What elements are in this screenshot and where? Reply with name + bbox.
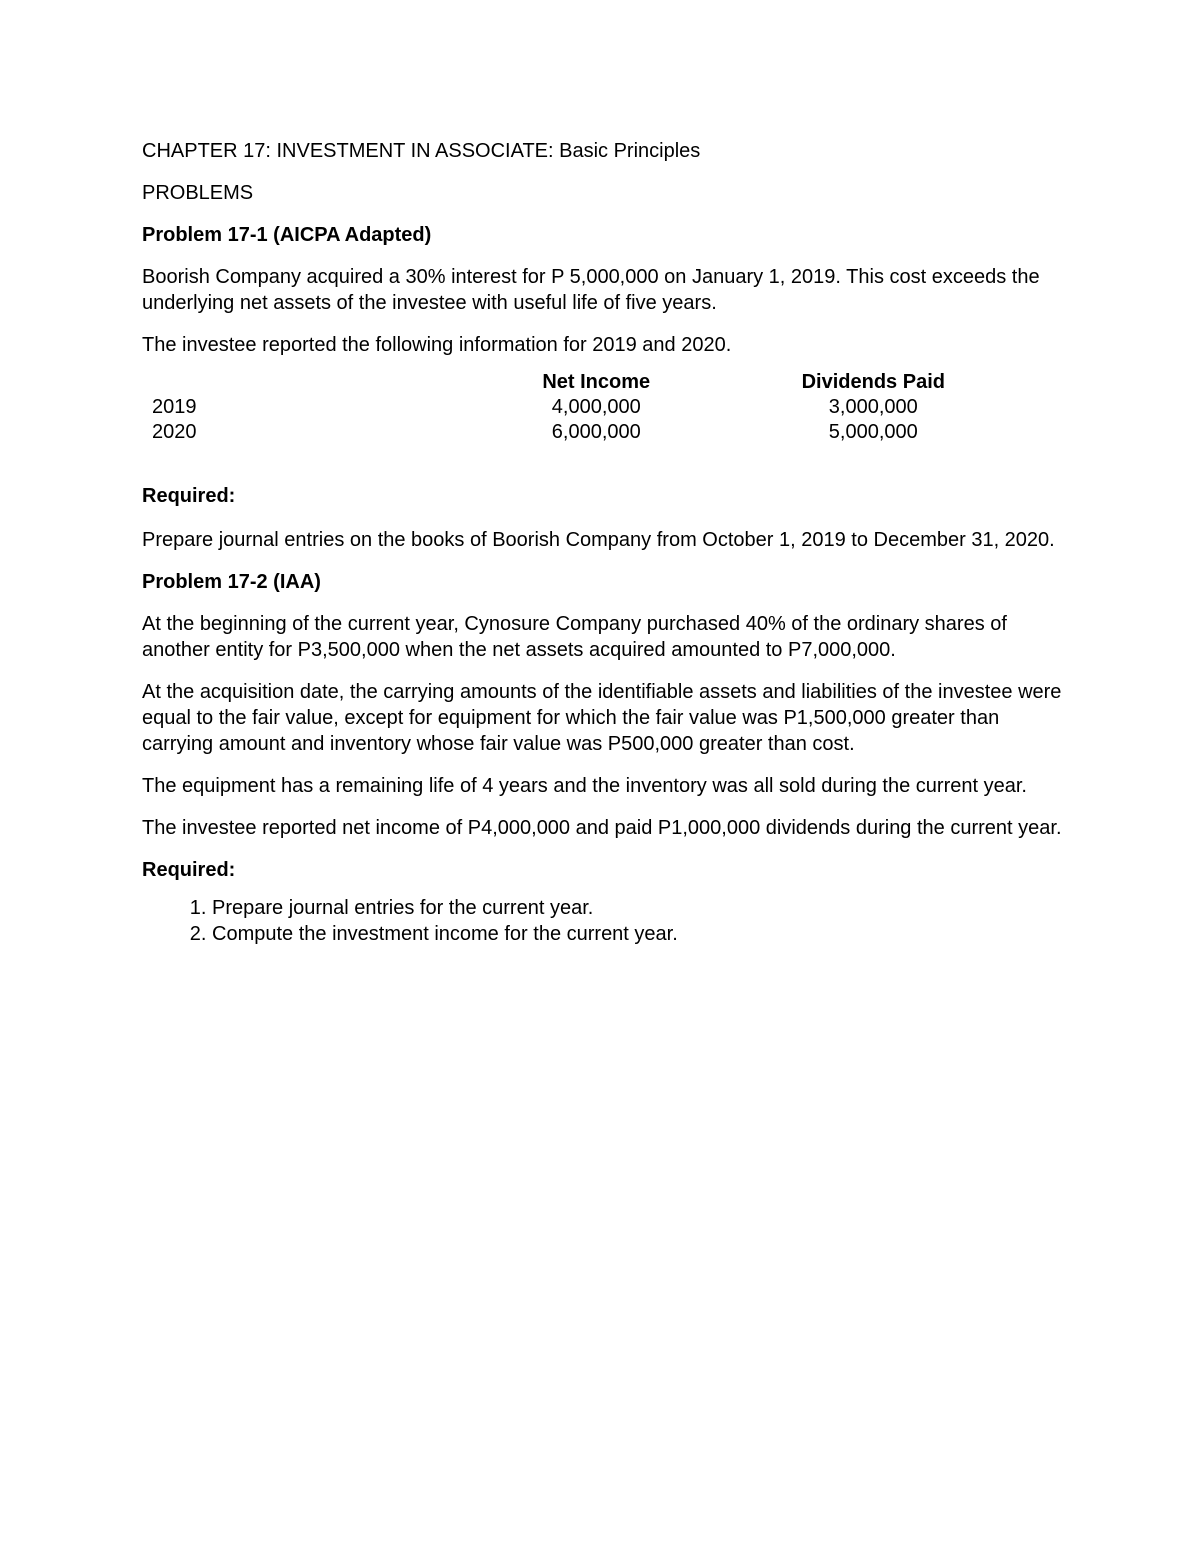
table-header-row [142,370,1002,395]
table-header-net-income: Net Income [542,371,651,393]
problem-1-required-label: Required: [142,485,236,507]
problem-2-paragraph-4: The investee reported net income of P4,000,000 and paid P1,000,000 dividends during the current year. [142,817,1062,839]
section-label: PROBLEMS [142,182,254,204]
problem-1-paragraph-2: The investee reported the following information for 2019 and 2020. [142,334,732,356]
problem-1-required-text: Prepare journal entries on the books of Boorish Company from October 1, 2019 to December 31, 2020. [142,529,1055,551]
list-item: 1. Prepare journal entries for the current year. [212,895,1062,921]
list-item: 2. Compute the investment income for the current year. [212,921,1062,947]
problem-2-heading: Problem 17-2 (IAA) [142,571,321,593]
problem-1-heading: Problem 17-1 (AICPA Adapted) [142,224,432,246]
problem-2-paragraph-3: The equipment has a remaining life of 4 years and the inventory was all sold during the current year. [142,775,1027,797]
table-cell-dividends-paid: 5,000,000 [828,421,918,443]
table-row [142,420,1002,445]
table-header-dividends-paid: Dividends Paid [801,371,945,393]
table-cell-year: 2020 [152,421,197,443]
problem-2-required-label: Required: [142,859,236,881]
table-cell-dividends-paid: 3,000,000 [828,396,918,418]
problem-2-paragraph-2: At the acquisition date, the carrying amounts of the identifiable assets and liabilities of the investee were equal to the fair value, except for equipment for which the fair value was P1,500,000 greater than carrying amount and inventory whose fair value was P500,000 greater than cost. [142,681,1062,755]
table-cell-net-income: 6,000,000 [551,421,641,443]
table-row [142,395,1002,420]
problem-2-paragraph-1: At the beginning of the current year, Cynosure Company purchased 40% of the ordinary shares of another entity for P3,500,000 when the net assets acquired amounted to P7,000,000. [142,613,1007,661]
table-cell-net-income: 4,000,000 [551,396,641,418]
investee-info-table [142,370,1002,445]
table-cell-year: 2019 [152,396,197,418]
problem-1-paragraph-1: Boorish Company acquired a 30% interest for P 5,000,000 on January 1, 2019. This cost exceeds the underlying net assets of the investee with useful life of five years. [142,266,1040,314]
chapter-title: CHAPTER 17: INVESTMENT IN ASSOCIATE: Basic Principles [142,140,701,162]
table-header-blank [142,370,448,395]
document-content [142,138,1062,947]
problem-2-required-list [142,895,1062,947]
